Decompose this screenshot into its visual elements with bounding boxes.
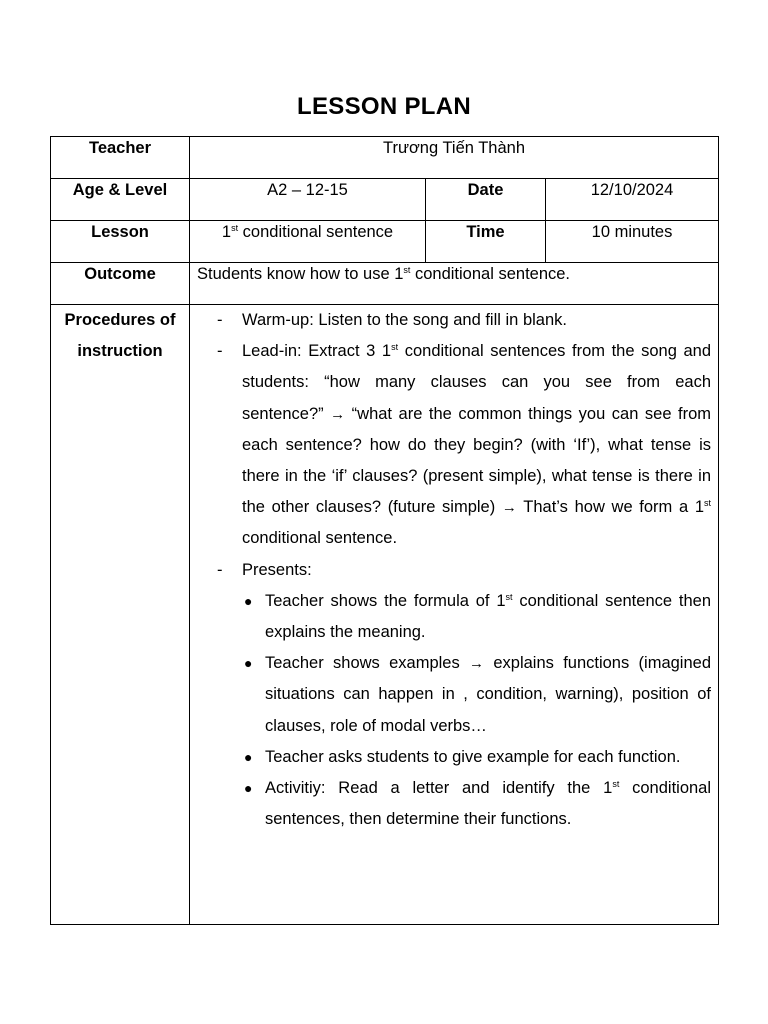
procedures-label-line2: instruction: [77, 342, 163, 360]
procedures-label: [51, 305, 190, 925]
dash-marker: -: [217, 311, 223, 329]
procedure-steps: [190, 305, 711, 835]
bullet-item: ● Teacher shows the formula of 1st conditional sentence then explains the meaning.: [242, 586, 711, 648]
lesson-label: Lesson: [51, 221, 190, 263]
time-label: Time: [426, 221, 546, 263]
date-value: 12/10/2024: [546, 179, 719, 221]
lesson-time-row: [51, 221, 719, 263]
dash-marker: -: [217, 342, 223, 361]
presents-label: Presents:: [242, 560, 312, 579]
page-title: LESSON PLAN: [297, 93, 471, 120]
arrow-right-icon: →: [469, 655, 485, 673]
arrow-right-icon: →: [501, 499, 517, 517]
step-presents: [190, 555, 711, 836]
time-value: 10 minutes: [546, 221, 719, 263]
bullet-item: ● Teacher asks students to give example for each function.: [242, 742, 711, 773]
step-leadin: - Lead-in: Extract 3 1st conditional sentences from the song and students: “how many clauses can you see from each sentence?” → “what are the common things you can see from each sentence? how do they begin? (with ‘If’), what tense is there in the ‘if’ clauses? (present simple), what tense is there in the other clauses? (future simple) → That’s how we form a 1st conditional sentence.: [190, 336, 711, 554]
step-warmup: - Warm-up: Listen to the song and fill in blank.: [190, 305, 711, 336]
arrow-right-icon: →: [330, 405, 346, 423]
teacher-label: Teacher: [51, 137, 190, 179]
outcome-row: [51, 263, 719, 305]
bullet-icon: ●: [244, 780, 253, 797]
age-level-label: Age & Level: [51, 179, 190, 221]
outcome-label: Outcome: [51, 263, 190, 305]
teacher-value: Trương Tiến Thành: [190, 137, 719, 179]
lesson-plan-table: [50, 136, 719, 925]
bullet-icon: ●: [244, 655, 253, 672]
procedures-label-line1: Procedures of: [64, 311, 176, 329]
teacher-row: [51, 137, 719, 179]
procedures-content: [190, 305, 719, 925]
age-date-row: [51, 179, 719, 221]
outcome-value: Students know how to use 1st conditional sentence.: [190, 263, 719, 305]
bullet-item: ● Activitiy: Read a letter and identify the 1st conditional sentences, then determine their functions.: [242, 773, 711, 835]
presents-bullets: [242, 586, 711, 836]
bullet-icon: ●: [244, 748, 253, 765]
dash-marker: -: [217, 560, 223, 579]
lesson-value: 1st conditional sentence: [190, 221, 426, 263]
age-level-value: A2 – 12-15: [190, 179, 426, 221]
bullet-item: ● Teacher shows examples → explains functions (imagined situations can happen in , condition, warning), position of clauses, role of modal verbs…: [242, 648, 711, 742]
date-label: Date: [426, 179, 546, 221]
bullet-icon: ●: [244, 592, 253, 609]
procedures-row: [51, 305, 719, 925]
